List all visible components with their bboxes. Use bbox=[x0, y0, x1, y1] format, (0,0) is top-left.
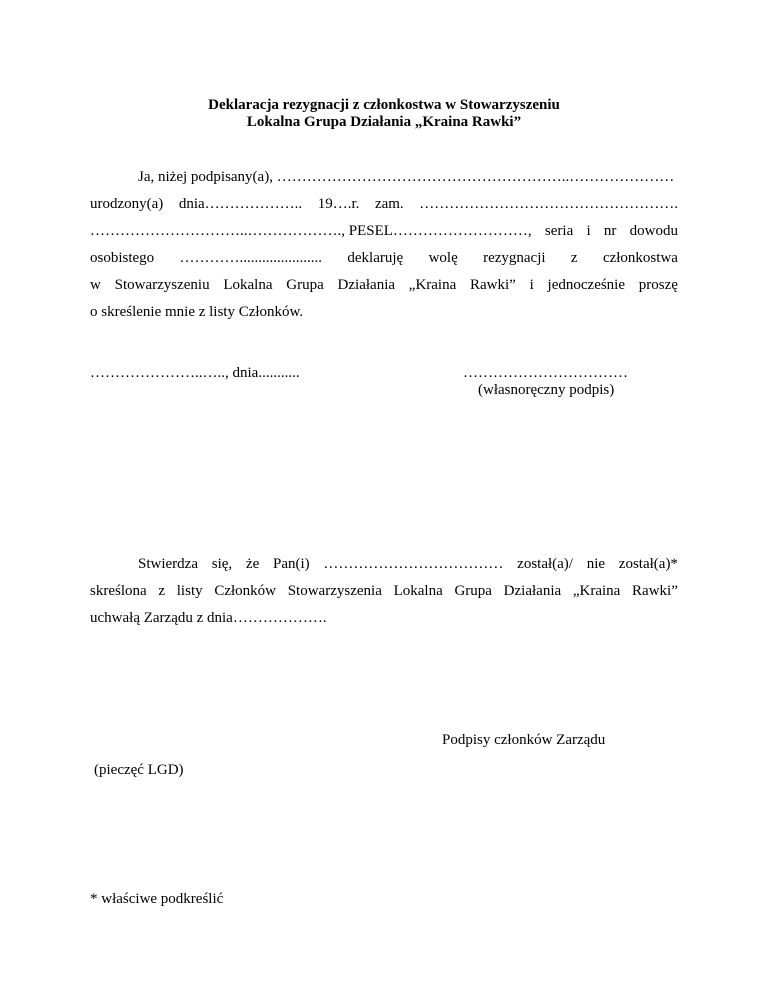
confirmation-line-1 bbox=[138, 555, 678, 573]
declaration-word: proszę bbox=[638, 277, 678, 293]
confirmation-word: został(a)* bbox=[618, 556, 678, 572]
declaration-word: urodzony(a) bbox=[90, 196, 164, 212]
declaration-word: Stowarzyszeniu bbox=[114, 277, 210, 293]
confirmation-word: Członków bbox=[214, 583, 276, 599]
document-title-line-1: Deklaracja rezygnacji z członkostwa w Stowarzyszeniu bbox=[208, 97, 560, 113]
declaration-word: 19….r. bbox=[317, 196, 360, 212]
declaration-word: „Kraina bbox=[408, 277, 457, 293]
declaration-word: rezygnacji bbox=[483, 250, 546, 266]
confirmation-word: że bbox=[245, 556, 260, 572]
confirmation-word: Stowarzyszenia bbox=[287, 583, 382, 599]
confirmation-line-3: uchwałą Zarządu z dnia………………. bbox=[90, 610, 327, 626]
declaration-word: dnia……………….. bbox=[178, 196, 303, 212]
declaration-word: i bbox=[529, 277, 534, 293]
confirmation-word: ……………………………… bbox=[323, 556, 504, 572]
declaration-word: zam. bbox=[374, 196, 404, 212]
declaration-word: Grupa bbox=[286, 277, 324, 293]
board-signatures-label: Podpisy członków Zarządu bbox=[442, 732, 606, 748]
declaration-word: …………...................... bbox=[179, 250, 323, 266]
confirmation-word: „Kraina bbox=[572, 583, 621, 599]
confirmation-word: listy bbox=[176, 583, 203, 599]
declaration-word: wolę bbox=[428, 250, 458, 266]
confirmation-word: Działania bbox=[503, 583, 562, 599]
declaration-word: nr bbox=[603, 223, 617, 239]
declaration-word: Działania bbox=[337, 277, 396, 293]
declaration-word: osobistego bbox=[90, 250, 155, 266]
declaration-word: jednocześnie bbox=[547, 277, 626, 293]
declaration-word: Rawki” bbox=[470, 277, 516, 293]
declaration-line-3 bbox=[90, 222, 678, 240]
confirmation-word: się, bbox=[211, 556, 233, 572]
confirmation-word: z bbox=[158, 583, 166, 599]
confirmation-word: skreślona bbox=[90, 583, 147, 599]
document-title-line-2: Lokalna Grupa Działania „Kraina Rawki” bbox=[246, 114, 522, 130]
declaration-word: seria bbox=[544, 223, 574, 239]
signature-caption: (własnoręczny podpis) bbox=[478, 382, 615, 398]
confirmation-word: Stwierdza bbox=[138, 556, 198, 572]
stamp-label: (pieczęć LGD) bbox=[94, 762, 184, 778]
confirmation-word: Lokalna bbox=[393, 583, 443, 599]
declaration-word: Lokalna bbox=[223, 277, 273, 293]
place-date-field: …………………..….., dnia........... bbox=[90, 365, 300, 381]
declaration-word: członkostwa bbox=[602, 250, 678, 266]
signature-field: …………………………… bbox=[463, 365, 628, 381]
confirmation-word: Pan(i) bbox=[272, 556, 310, 572]
declaration-line-4 bbox=[90, 249, 678, 267]
declaration-line-6: o skreślenie mnie z listy Członków. bbox=[90, 304, 304, 320]
footnote: * właściwe podkreślić bbox=[90, 891, 224, 907]
confirmation-word: został(a)/ bbox=[517, 556, 573, 572]
declaration-line-5 bbox=[90, 276, 678, 294]
declaration-line-1: Ja, niżej podpisany(a), …………………………………………………..………………… bbox=[138, 169, 675, 185]
confirmation-line-2 bbox=[90, 582, 678, 600]
declaration-word: ……………………………………………. bbox=[419, 196, 678, 212]
declaration-word: dowodu bbox=[629, 223, 678, 239]
confirmation-word: Grupa bbox=[454, 583, 492, 599]
confirmation-word: Rawki” bbox=[632, 583, 678, 599]
declaration-word: i bbox=[586, 223, 591, 239]
confirmation-word: nie bbox=[586, 556, 606, 572]
declaration-word: w bbox=[90, 277, 101, 293]
declaration-word: z bbox=[570, 250, 578, 266]
declaration-line-2 bbox=[90, 195, 678, 213]
declaration-word: …………………………..………………., PESEL………………………, bbox=[90, 223, 532, 239]
declaration-word: deklaruję bbox=[347, 250, 404, 266]
